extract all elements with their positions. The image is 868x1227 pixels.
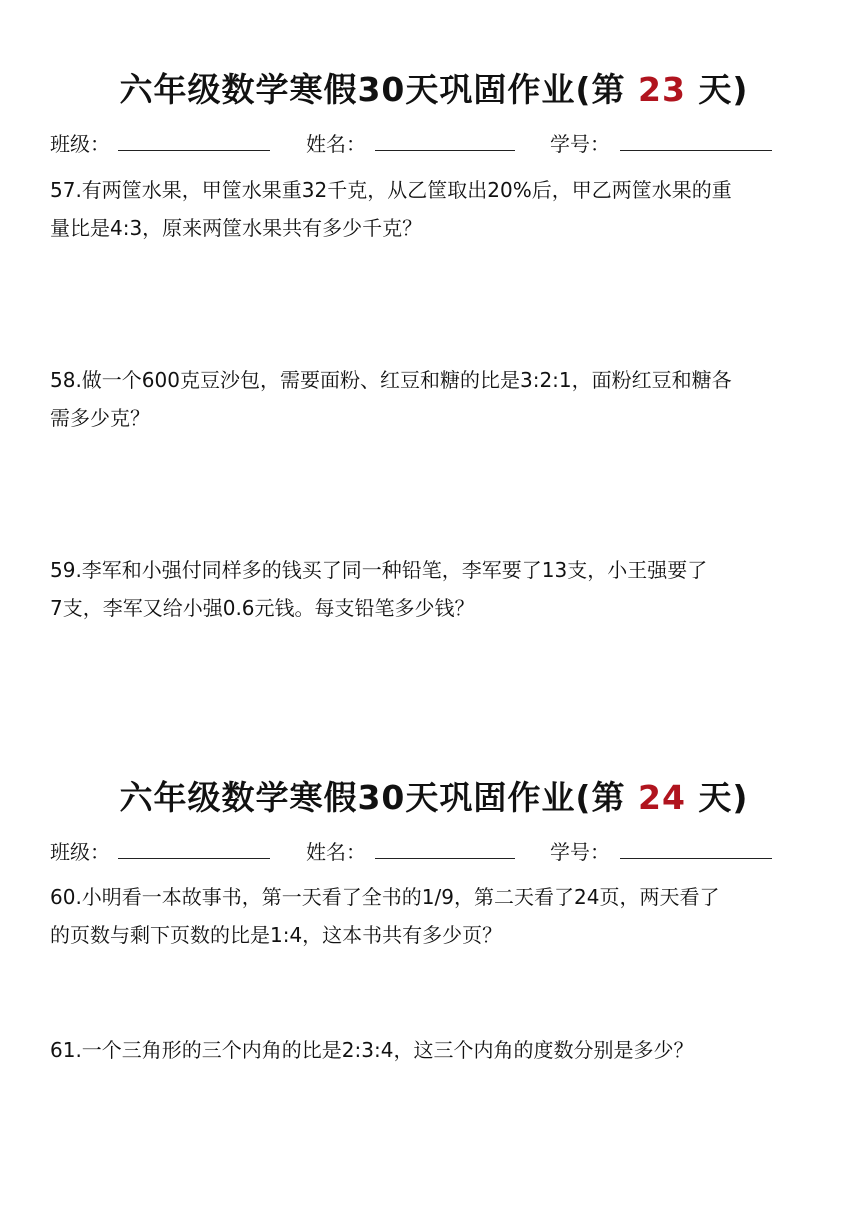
question-60	[50, 878, 825, 954]
student-number-label: 学号：	[550, 132, 610, 156]
name-label: 姓名：	[306, 840, 366, 864]
title-text: 六年级数学寒假30天巩固作业(第	[119, 778, 626, 817]
class-blank[interactable]	[118, 150, 270, 151]
question-text: 59.李军和小强付同样多的钱买了同一种铅笔，李军要了13支，小王强要了	[50, 558, 708, 582]
name-blank[interactable]	[375, 858, 515, 859]
question-59	[50, 551, 825, 627]
name-label: 姓名：	[306, 132, 366, 156]
day-number: 23	[637, 70, 686, 109]
question-58	[50, 361, 825, 437]
question-61	[50, 1031, 825, 1069]
question-text: 61.一个三角形的三个内角的比是2:3:4，这三个内角的度数分别是多少？	[50, 1038, 694, 1062]
title-text: 六年级数学寒假30天巩固作业(第	[119, 70, 626, 109]
student-info-row	[50, 128, 830, 158]
class-label: 班级：	[50, 132, 110, 156]
student-number-blank[interactable]	[620, 858, 772, 859]
question-57	[50, 171, 825, 247]
title-suffix: 天)	[698, 778, 749, 817]
question-text: 的页数与剩下页数的比是1:4，这本书共有多少页？	[50, 923, 503, 947]
class-label: 班级：	[50, 840, 110, 864]
student-number-label: 学号：	[550, 840, 610, 864]
question-text: 量比是4:3，原来两筐水果共有多少千克？	[50, 216, 423, 240]
question-text: 57.有两筐水果，甲筐水果重32千克，从乙筐取出20%后，甲乙两筐水果的重	[50, 178, 732, 202]
worksheet-title	[0, 772, 868, 819]
student-number-blank[interactable]	[620, 150, 772, 151]
question-text: 需多少克？	[50, 406, 150, 430]
question-text: 7支，李军又给小强0.6元钱。每支铅笔多少钱？	[50, 596, 475, 620]
day-number: 24	[637, 778, 686, 817]
student-info-row	[50, 836, 830, 866]
name-blank[interactable]	[375, 150, 515, 151]
title-suffix: 天)	[698, 70, 749, 109]
class-blank[interactable]	[118, 858, 270, 859]
worksheet-title	[0, 64, 868, 111]
question-text: 58.做一个600克豆沙包，需要面粉、红豆和糖的比是3:2:1，面粉红豆和糖各	[50, 368, 732, 392]
question-text: 60.小明看一本故事书，第一天看了全书的1/9，第二天看了24页，两天看了	[50, 885, 720, 909]
